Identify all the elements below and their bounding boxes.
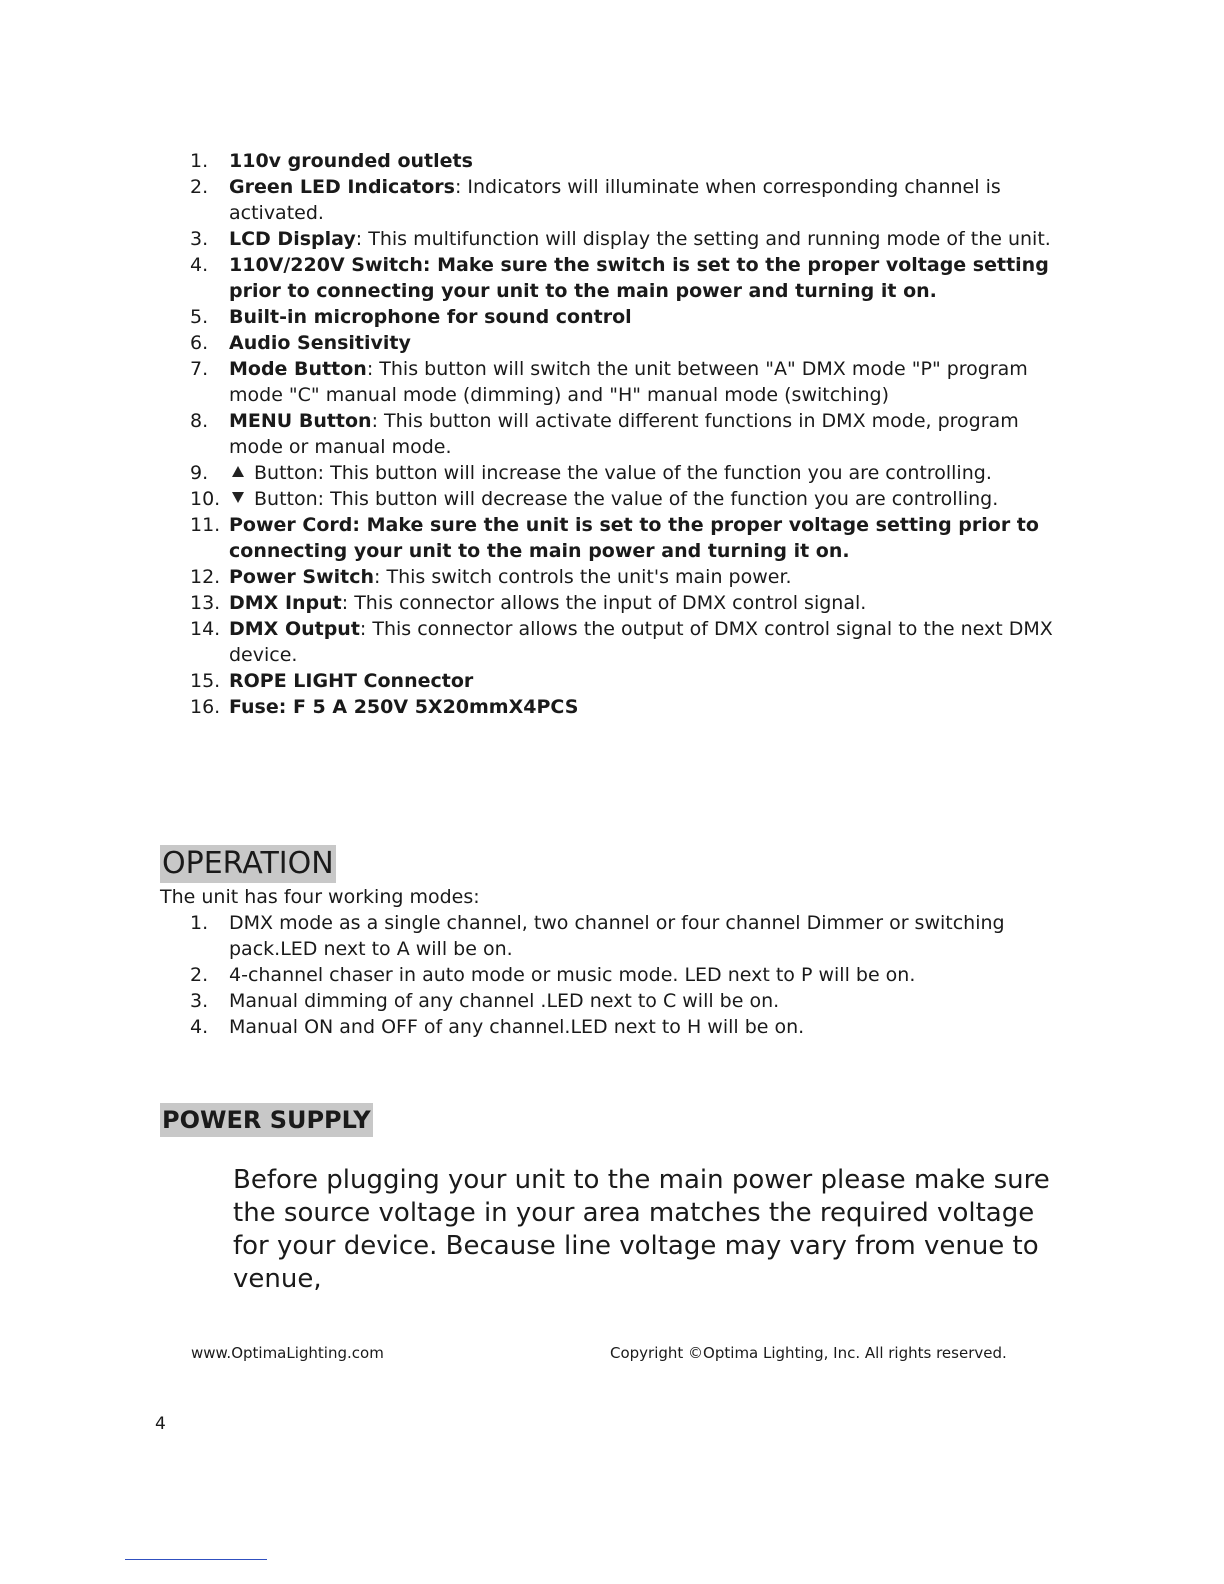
feature-item bbox=[190, 330, 1070, 356]
item-description: : This connector allows the input of DMX control signal. bbox=[341, 592, 867, 614]
item-title: Power Switch bbox=[229, 566, 375, 588]
item-description: : This connector allows the output of DMX control signal to the next DMX device. bbox=[229, 618, 1053, 666]
item-description: : Make sure the switch is set to the proper voltage setting prior to connecting your unit to the main power and turning it on. bbox=[229, 254, 1049, 302]
operation-mode-item bbox=[190, 962, 1010, 988]
item-number: 5. bbox=[190, 306, 209, 328]
mode-description: Manual dimming of any channel .LED next to C will be on. bbox=[229, 990, 780, 1012]
item-title: Power Cord bbox=[229, 514, 353, 536]
item-title: DMX Output bbox=[229, 618, 360, 640]
feature-item bbox=[190, 616, 1070, 668]
item-title: 110v grounded outlets bbox=[229, 150, 473, 172]
item-number: 10. bbox=[190, 488, 221, 510]
item-title: Mode Button bbox=[229, 358, 367, 380]
item-description: : This multifunction will display the setting and running mode of the unit. bbox=[355, 228, 1051, 250]
power-supply-text: Before plugging your unit to the main power please make sure the source voltage in your area matches the required voltage for your device. Because line voltage may vary from venue to venue, bbox=[233, 1165, 1050, 1294]
feature-item bbox=[190, 356, 1070, 408]
operation-mode-item bbox=[190, 910, 1010, 962]
item-number: 15. bbox=[190, 670, 221, 692]
item-number: 6. bbox=[190, 332, 209, 354]
feature-item bbox=[190, 226, 1070, 252]
item-description: : Indicators will illuminate when corresponding channel is activated. bbox=[229, 176, 1001, 224]
item-description: : This button will switch the unit between "A" DMX mode "P" program mode "C" manual mode (dimming) and "H" manual mode (switching) bbox=[229, 358, 1028, 406]
item-description: : This button will activate different functions in DMX mode, program mode or manual mode. bbox=[229, 410, 1019, 458]
item-number: 16. bbox=[190, 696, 221, 718]
item-title: ROPE LIGHT Connector bbox=[229, 670, 474, 692]
up-triangle-icon bbox=[232, 466, 244, 477]
down-triangle-icon bbox=[232, 492, 244, 503]
item-title: DMX Input bbox=[229, 592, 342, 614]
footer-copyright: Copyright ©Optima Lighting, Inc. All rights reserved. bbox=[610, 1344, 1007, 1362]
item-number: 2. bbox=[190, 176, 209, 198]
operation-heading: OPERATION bbox=[162, 846, 334, 881]
item-number: 4. bbox=[190, 1016, 209, 1038]
item-number: 11. bbox=[190, 514, 221, 536]
operation-intro: The unit has four working modes: bbox=[160, 886, 480, 908]
item-title: Fuse: F 5 A 250V 5X20mmX4PCS bbox=[229, 696, 579, 718]
item-number: 12. bbox=[190, 566, 221, 588]
feature-item bbox=[190, 486, 1070, 512]
bottom-rule bbox=[125, 1559, 267, 1560]
item-number: 1. bbox=[190, 150, 209, 172]
item-number: 4. bbox=[190, 254, 209, 276]
feature-item bbox=[190, 460, 1070, 486]
mode-description: 4-channel chaser in auto mode or music mode. LED next to P will be on. bbox=[229, 964, 916, 986]
feature-list bbox=[190, 148, 1070, 720]
item-title: 110V/220V Switch bbox=[229, 254, 423, 276]
item-description: : Make sure the unit is set to the proper voltage setting prior to connecting your unit to the main power and turning it on. bbox=[229, 514, 1039, 562]
feature-item bbox=[190, 252, 1070, 304]
item-title: MENU Button bbox=[229, 410, 372, 432]
operation-mode-item bbox=[190, 988, 1010, 1014]
item-number: 3. bbox=[190, 990, 209, 1012]
item-title: Green LED Indicators bbox=[229, 176, 455, 198]
footer-url: www.OptimaLighting.com bbox=[191, 1344, 384, 1362]
page-number: 4 bbox=[155, 1414, 166, 1434]
item-title: LCD Display bbox=[229, 228, 356, 250]
feature-item bbox=[190, 694, 1070, 720]
item-description: Button: This button will increase the value of the function you are controlling. bbox=[254, 462, 992, 484]
feature-item bbox=[190, 564, 1070, 590]
feature-item bbox=[190, 304, 1070, 330]
feature-item bbox=[190, 174, 1070, 226]
item-number: 2. bbox=[190, 964, 209, 986]
item-description: : This switch controls the unit's main power. bbox=[374, 566, 792, 588]
item-number: 14. bbox=[190, 618, 221, 640]
item-description: Button: This button will decrease the value of the function you are controlling. bbox=[254, 488, 999, 510]
item-number: 3. bbox=[190, 228, 209, 250]
mode-description: DMX mode as a single channel, two channel or four channel Dimmer or switching pack.LED next to A will be on. bbox=[229, 912, 1005, 960]
feature-item bbox=[190, 590, 1070, 616]
feature-item bbox=[190, 512, 1070, 564]
item-number: 8. bbox=[190, 410, 209, 432]
item-title: Built-in microphone for sound control bbox=[229, 306, 632, 328]
feature-item bbox=[190, 148, 1070, 174]
power-supply-heading: POWER SUPPLY bbox=[160, 1103, 373, 1137]
operation-modes-list bbox=[190, 910, 1010, 1040]
mode-description: Manual ON and OFF of any channel.LED next to H will be on. bbox=[229, 1016, 805, 1038]
item-number: 13. bbox=[190, 592, 221, 614]
item-number: 7. bbox=[190, 358, 209, 380]
item-number: 9. bbox=[190, 462, 209, 484]
feature-item bbox=[190, 408, 1070, 460]
item-number: 1. bbox=[190, 912, 209, 934]
feature-item bbox=[190, 668, 1070, 694]
item-title: Audio Sensitivity bbox=[229, 332, 411, 354]
operation-mode-item bbox=[190, 1014, 1010, 1040]
